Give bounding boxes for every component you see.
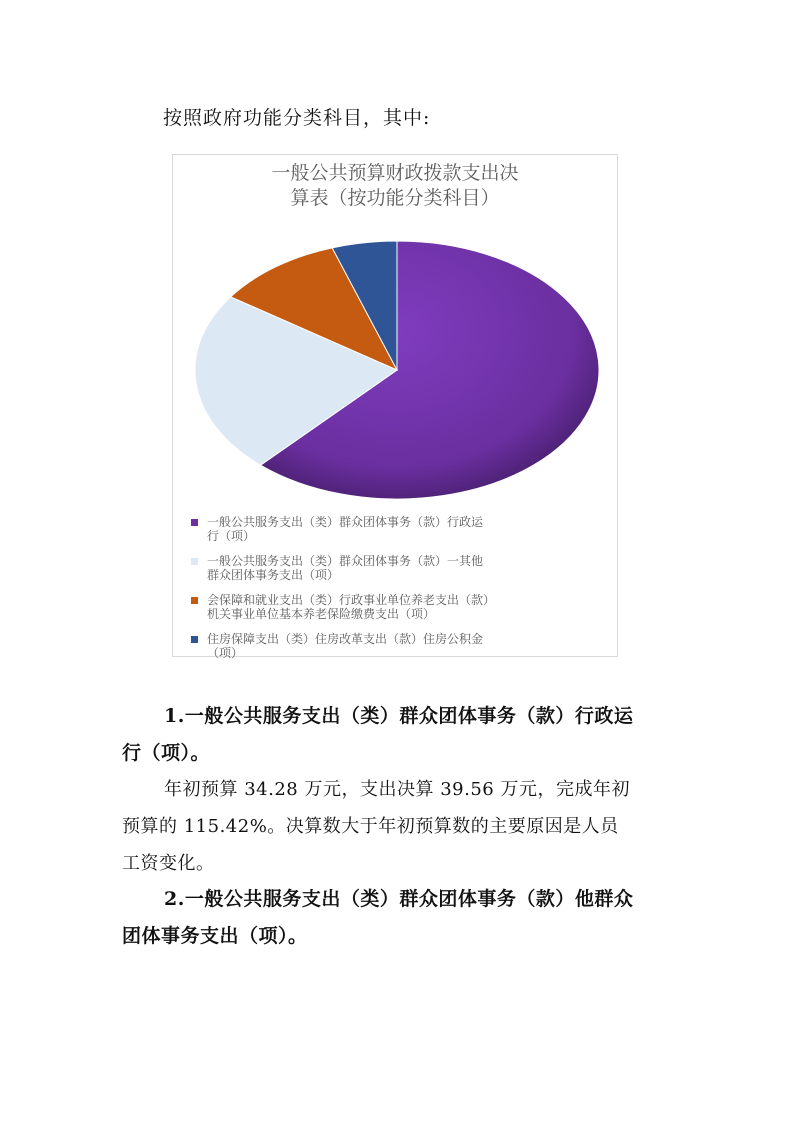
legend-label: 行（项） — [207, 529, 256, 543]
section-2-heading-line-1: 2.一般公共服务支出（类）群众团体事务（款）他群众 — [164, 888, 634, 910]
section-1-heading-line-1: 1.一般公共服务支出（类）群众团体事务（款）行政运 — [164, 705, 634, 727]
section-1-para-line-2: 预算的 115.42%。决算数大于年初预算数的主要原因是人员 — [122, 816, 619, 837]
intro-text: 按照政府功能分类科目，其中: — [163, 107, 431, 129]
section-1-heading — [122, 698, 682, 772]
section-1-heading-line-2: 行（项）。 — [122, 742, 211, 764]
section-2-heading — [122, 881, 682, 955]
legend-label: 群众团体事务支出（项） — [207, 568, 340, 582]
legend-label: （项） — [207, 646, 244, 660]
legend-label: 一般公共服务支出（类）群众团体事务（款）行政运 — [207, 515, 484, 529]
section-2-heading-line-2: 团体事务支出（项）。 — [122, 925, 308, 947]
chart-title-line-1: 一般公共预算财政拨款支出决 — [271, 162, 519, 184]
pie-svg — [173, 155, 619, 515]
chart-title-line-2: 算表（按功能分类科目） — [290, 187, 500, 209]
section-1-paragraph — [122, 771, 682, 882]
legend-swatch — [191, 597, 198, 604]
legend-swatch — [191, 519, 198, 526]
legend-label: 机关事业单位基本养老保险缴费支出（项） — [207, 607, 436, 621]
legend-item — [191, 515, 606, 543]
chart-legend — [191, 515, 606, 671]
legend-item — [191, 593, 606, 621]
legend-item — [191, 632, 606, 660]
legend-swatch — [191, 558, 198, 565]
section-1-para-line-3: 工资变化。 — [122, 853, 215, 874]
legend-item — [191, 554, 606, 582]
legend-label: 一般公共服务支出（类）群众团体事务（款）一其他 — [207, 554, 484, 568]
legend-swatch — [191, 636, 198, 643]
section-1-para-line-1: 年初预算 34.28 万元，支出决算 39.56 万元，完成年初 — [164, 779, 630, 800]
legend-label: 会保障和就业支出（类）行政事业单位养老支出（款） — [207, 593, 496, 607]
legend-label: 住房保障支出（类）住房改革支出（款）住房公积金 — [207, 632, 484, 646]
pie-chart — [172, 154, 618, 660]
